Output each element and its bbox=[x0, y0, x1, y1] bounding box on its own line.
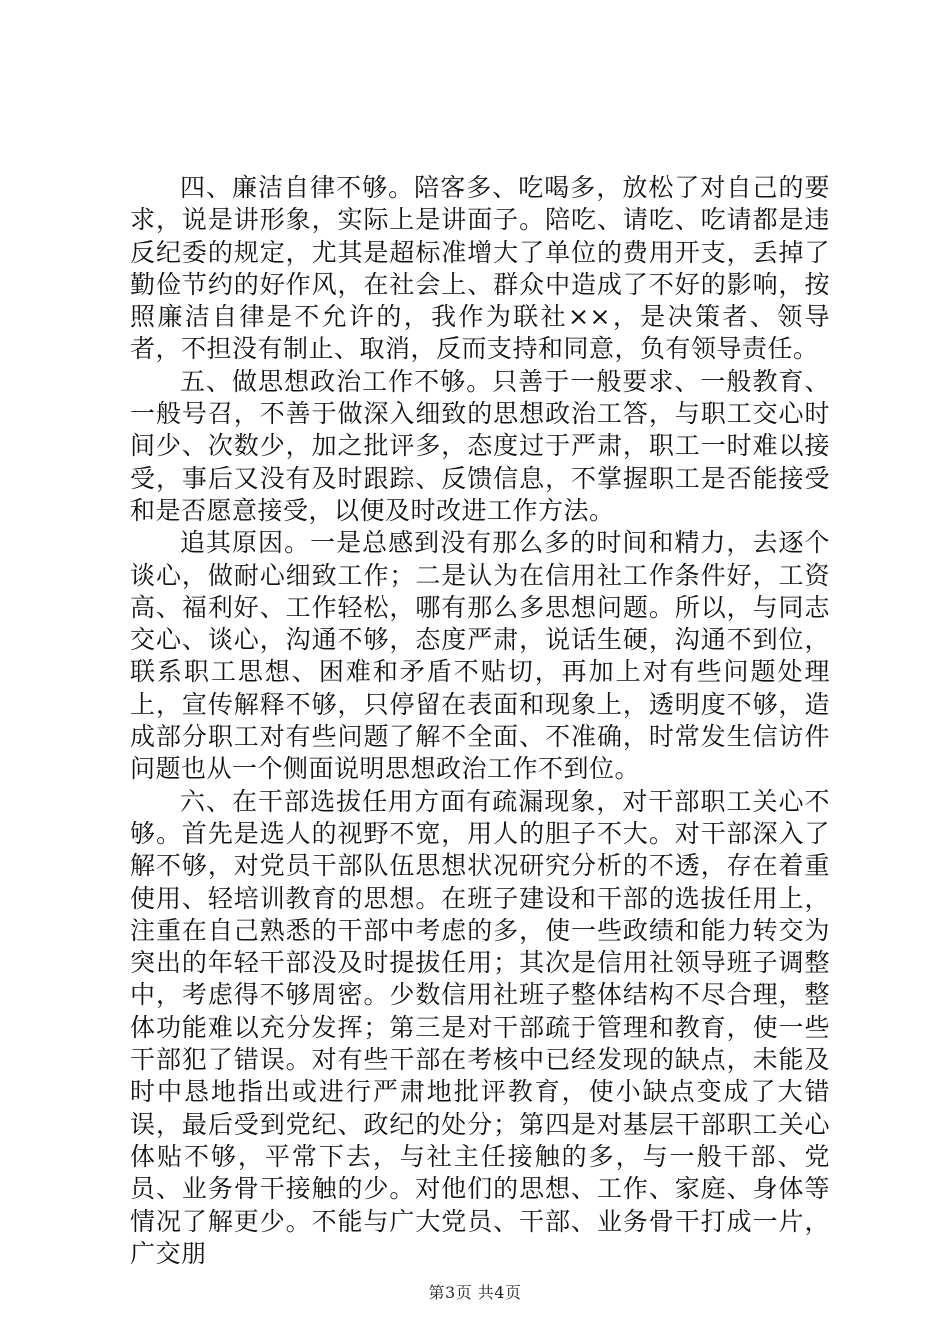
paragraph-political-work: 五、做思想政治工作不够。只善于一般要求、一般教育、一般号召，不善于做深入细致的思想政治工答，与职工交心时间少、次数少，加之批评多，态度过于严肃，职工一时难以接受，事后又没有及时跟踪、反馈信息，不掌握职工是否能接受和是否愿意接受，以便及时改进工作方法。 bbox=[130, 366, 830, 525]
paragraph-integrity: 四、廉洁自律不够。陪客多、吃喝多，放松了对自己的要求，说是讲形象，实际上是讲面子。陪吃、请吃、吃请都是违反纪委的规定，尤其是超标准增大了单位的费用开支，丢掉了勤俭节约的好作风，在社会上、群众中造成了不好的影响，按照廉洁自律是不允许的，我作为联社××，是决策者、领导者，不担没有制止、取消，反而支持和同意，负有领导责任。 bbox=[130, 173, 830, 364]
page-number-footer: 第3页 共4页 bbox=[428, 1283, 522, 1302]
document-body bbox=[130, 172, 830, 1270]
paragraph-cadre-selection: 六、在干部选拔任用方面有疏漏现象，对干部职工关心不够。首先是选人的视野不宽，用人的胆子不大。对干部深入了解不够，对党员干部队伍思想状况研究分析的不透，存在着重使用、轻培训教育的思想。在班子建设和干部的选拔任用上，注重在自己熟悉的干部中考虑的多，使一些政绩和能力转交为突出的年轻干部没及时提拔任用；其次是信用社领导班子调整中，考虑得不够周密。少数信用社班子整体结构不尽合理，整体功能难以充分发挥；第三是对干部疏于管理和教育，使一些干部犯了错误。对有些干部在考核中已经发现的缺点，未能及时中恳地指出或进行严肃地批评教育，使小缺点变成了大错误，最后受到党纪、政纪的处分；第四是对基层干部职工关心体贴不够，平常下去，与社主任接触的多，与一般干部、党员、业务骨干接触的少。对他们的思想、工作、家庭、身体等情况了解更少。不能与广大党员、干部、业务骨干打成一片，广交朋 bbox=[130, 786, 830, 1268]
paragraph-causes: 追其原因。一是总感到没有那么多的时间和精力，去逐个谈心，做耐心细致工作；二是认为在信用社工作条件好，工资高、福利好、工作轻松，哪有那么多思想问题。所以，与同志交心、谈心，沟通不够，态度严肃，说话生硬，沟通不到位，联系职工思想、困难和矛盾不贴切，再加上对有些问题处理上，宣传解释不够，只停留在表面和现象上，透明度不够，造成部分职工对有些问题了解不全面、不准确，时常发生信访件问题也从一个侧面说明思想政治工作不到位。 bbox=[130, 528, 830, 784]
